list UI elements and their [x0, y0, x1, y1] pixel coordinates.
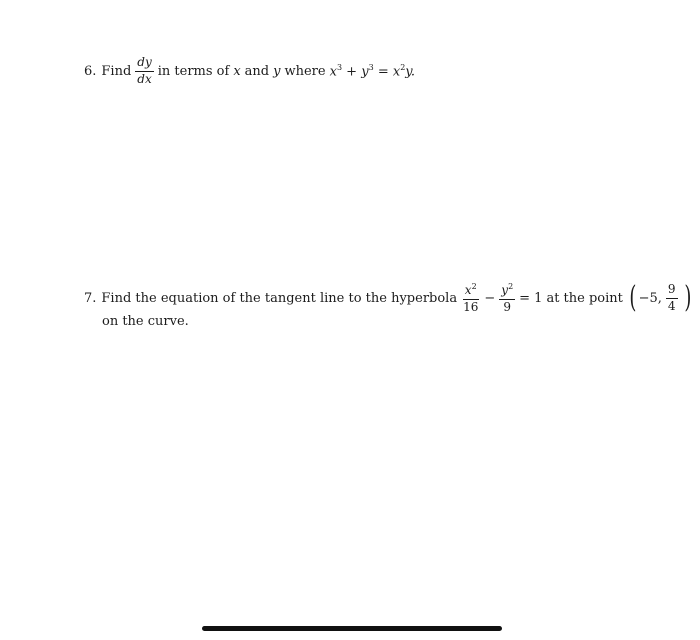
minus-sign: − [484, 290, 496, 306]
point-y-den: 4 [667, 298, 676, 313]
eq-y: y [361, 64, 369, 80]
equals-one: = 1 [519, 290, 543, 306]
derivative-numerator: dy [135, 56, 153, 72]
eq-x2: x [392, 64, 401, 80]
word-where: where [284, 63, 326, 79]
hyperbola-fraction-y [499, 282, 515, 315]
right-paren: ) [683, 280, 691, 316]
frac1-num-var: x [464, 283, 472, 297]
point-y-fraction [666, 283, 678, 314]
point-y-num: 9 [666, 283, 678, 299]
eq-plus: + [346, 64, 358, 80]
problem-7-text: Find the equation of the tangent line to the hyperbola [101, 290, 458, 306]
frac1-den: 16 [463, 299, 479, 314]
frac1-num-exp: 2 [471, 282, 477, 291]
at-the-point: at the point [546, 290, 623, 306]
problem-6-number: 6. [84, 63, 97, 79]
eq-exp-3a: 3 [336, 63, 343, 73]
problem-7-continuation: on the curve. [102, 314, 189, 329]
word-and: and [244, 63, 270, 79]
problem-7 [84, 282, 693, 315]
eq-y-end: y. [405, 64, 416, 80]
left-paren: ( [629, 280, 637, 316]
eq-x: x [329, 64, 337, 80]
eq-exp-2: 2 [400, 63, 406, 73]
derivative-fraction [135, 56, 153, 87]
derivative-denominator: dx [137, 71, 152, 86]
hyperbola-fraction-x [461, 282, 480, 315]
point-x: −5, [638, 290, 662, 306]
problem-6-find: Find [101, 63, 132, 79]
frac2-num-var: y [501, 283, 509, 297]
home-indicator[interactable] [202, 626, 502, 631]
problem-7-number: 7. [84, 290, 97, 306]
frac2-num-exp: 2 [508, 282, 514, 291]
eq-exp-3b: 3 [368, 63, 374, 73]
variable-y: y [273, 63, 281, 79]
variable-x: x [233, 63, 241, 79]
eq-equals: = [377, 64, 389, 80]
problem-6 [84, 56, 415, 87]
problem-6-text: in terms of [157, 63, 230, 79]
implicit-equation [330, 63, 415, 79]
frac2-den: 9 [503, 299, 512, 314]
